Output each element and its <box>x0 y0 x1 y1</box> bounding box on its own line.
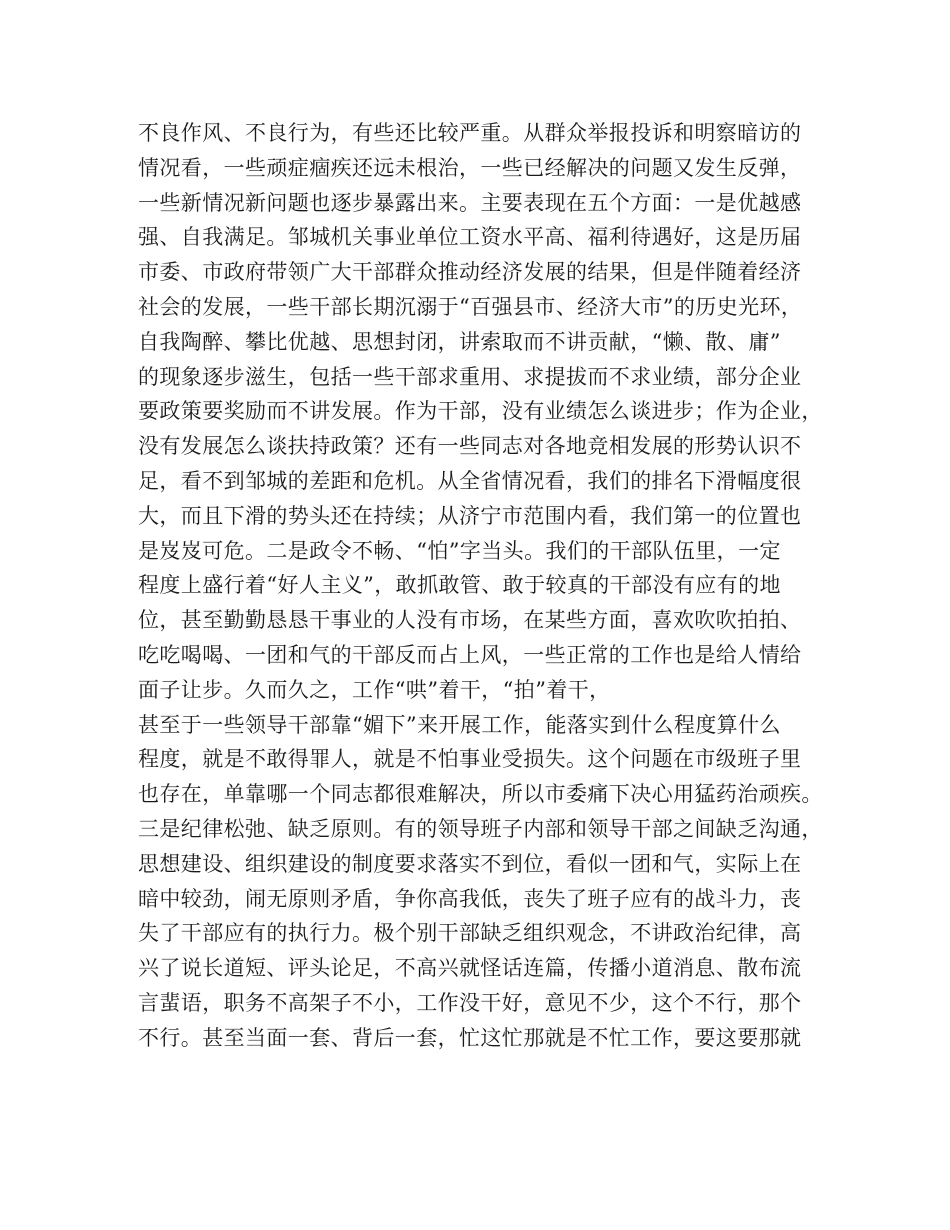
text-line: 社会的发展，一些干部长期沉溺于“百强县市、经济大市”的历史光环， <box>138 294 803 319</box>
text-line: 的现象逐步滋生，包括一些干部求重用、求提拔而不求业绩，部分企业 <box>138 364 802 389</box>
text-line: 不行。甚至当面一套、背后一套，忙这忙那就是不忙工作，要这要那就 <box>138 1025 802 1050</box>
text-line: 情况看，一些顽症痼疾还远未根治，一些已经解决的问题又发生反弹， <box>138 155 802 180</box>
text-line: 足，看不到邹城的差距和危机。从全省情况看，我们的排名下滑幅度很 <box>138 468 802 493</box>
text-line: 不良作风、不良行为，有些还比较严重。从群众举报投诉和明察暗访的 <box>138 121 802 145</box>
text-line: 吃吃喝喝、一团和气的干部反而占上风，一些正常的工作也是给人情给 <box>138 642 802 667</box>
text-line: 程度，就是不敢得罪人，就是不怕事业受损失。这个问题在市级班子里 <box>138 747 802 772</box>
text-line: 三是纪律松弛、缺乏原则。有的领导班子内部和领导干部之间缺乏沟通， <box>138 816 823 841</box>
text-line: 市委、市政府带领广大干部群众推动经济发展的结果，但是伴随着经济 <box>138 260 802 285</box>
text-line: 甚至于一些领导干部靠“媚下”来开展工作，能落实到什么程度算什么 <box>138 712 781 737</box>
text-line: 面子让步。久而久之，工作“哄”着干，“拍”着干， <box>138 677 611 702</box>
text-line: 位，甚至勤勤恳恳干事业的人没有市场，在某些方面，喜欢吹吹拍拍、 <box>138 608 802 633</box>
text-line: 没有发展怎么谈扶持政策？还有一些同志对各地竞相发展的形势认识不 <box>138 434 802 459</box>
text-line: 兴了说长道短、评头论足，不高兴就怪话连篇，传播小道消息、散布流 <box>138 956 802 981</box>
body-text <box>138 116 828 1056</box>
text-line: 思想建设、组织建设的制度要求落实不到位，看似一团和气，实际上在 <box>138 851 802 876</box>
text-line: 自我陶醉、攀比优越、思想封闭，讲索取而不讲贡献，“懒、散、庸” <box>138 329 781 354</box>
text-line: 大，而且下滑的势头还在持续；从济宁市范围内看，我们第一的位置也 <box>138 503 802 528</box>
text-line: 也存在，单靠哪一个同志都很难解决，所以市委痛下决心用猛药治顽疾。 <box>138 782 823 807</box>
text-line: 是岌岌可危。二是政令不畅、“怕”字当头。我们的干部队伍里，一定 <box>138 538 781 563</box>
text-line: 暗中较劲，闹无原则矛盾，争你高我低，丧失了班子应有的战斗力，丧 <box>138 886 802 911</box>
text-line: 要政策要奖励而不讲发展。作为干部，没有业绩怎么谈进步；作为企业， <box>138 399 823 424</box>
text-line: 程度上盛行着“好人主义”，敢抓敢管、敢于较真的干部没有应有的地 <box>138 573 781 598</box>
text-line: 失了干部应有的执行力。极个别干部缺乏组织观念，不讲政治纪律，高 <box>138 921 802 946</box>
text-line: 言蜚语，职务不高架子不小，工作没干好，意见不少，这个不行，那个 <box>138 990 802 1015</box>
text-line: 一些新情况新问题也逐步暴露出来。主要表现在五个方面：一是优越感 <box>138 190 802 215</box>
text-line: 强、自我满足。邹城机关事业单位工资水平高、福利待遇好，这是历届 <box>138 225 802 250</box>
